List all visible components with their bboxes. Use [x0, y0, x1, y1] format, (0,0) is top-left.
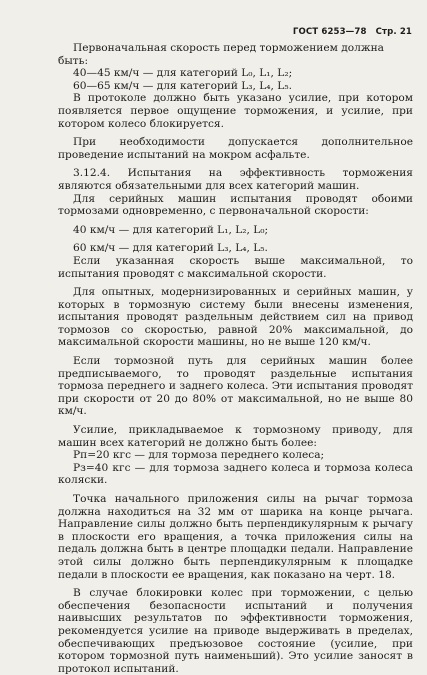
paragraph: 60—65 км/ч — для категорий L₃, L₄, L₅. [73, 79, 292, 92]
document-body [58, 42, 413, 675]
paragraph: При необходимости допускается дополнительное проведение испытаний на мокром асфальте. [58, 136, 413, 161]
paragraph: 60 км/ч — для категорий L₃, L₄, L₅. [73, 242, 268, 255]
paragraph: 40—45 км/ч — для категорий L₀, L₁, L₂; [73, 67, 293, 80]
paragraph: Для опытных, модернизированных и серийных машин, у которых в тормозную систему были внесены изменения, испытания проводят раздельным действием сил на привод тормозов со скоростью, равной 20% максимальной, до максимальной скорости машины, но не выше 120 км/ч. [58, 286, 413, 349]
paragraph: 40 км/ч — для категорий L₁, L₂, L₀; [73, 223, 269, 236]
page-number: Стр. 21 [375, 27, 412, 37]
paragraph: Если указанная скорость выше максимальной, то испытания проводят с максимальной скорости. [58, 254, 413, 280]
paragraph: Точка начального приложения силы на рычаг тормоза должна находиться на 32 мм от шарика на конце рычага. Направление силы должно быть перпендикулярным к рычагу в плоскости его вращения, а точка приложения силы на педаль должна быть в центре площадки педали. Направление этой силы должно быть перпендикулярным к площадке педали в плоскости ее вращения, как показано на черт. 18. [58, 493, 413, 581]
paragraph: Первоначальная скорость перед торможением должна быть: [58, 42, 384, 67]
paragraph: Pп=20 кгс — для тормоза переднего колеса; [73, 449, 325, 462]
page-header [293, 27, 412, 37]
paragraph: Если тормозной путь для серийных машин более предписываемого, то проводят раздельные испытания тормоза переднего и заднего колеса. Эти испытания проводят при скорости от 20 до 80% от максимальной, но не выше 80 км/ч. [58, 355, 413, 418]
paragraph: Pз=40 кгс — для тормоза заднего колеса и тормоза колеса коляски. [58, 461, 413, 487]
paragraph: В случае блокировки колес при торможении, с целью обеспечения безопасности испытаний и получения наивысших результатов по эффективности торможения, рекомендуется усилие на приводе выдерживать в пределах, обеспечивающих предъюзовое состояние (усилие, при котором тормозной путь наименьший). Это усилие заносят в протокол испытаний. [58, 587, 413, 675]
paragraph: Для серийных машин испытания проводят обоими тормозами одновременно, с первоначальной скорости: [58, 192, 413, 218]
paragraph: В протоколе должно быть указано усилие, при котором появляется первое ощущение торможения, и усилие, при котором колесо блокируется. [58, 92, 413, 130]
paragraph: Усилие, прикладываемое к тормозному приводу, для машин всех категорий не должно быть более: [58, 424, 413, 449]
paragraph: 3.12.4. Испытания на эффективность торможения являются обязательными для всех категорий машин. [58, 167, 413, 192]
standard-number: ГОСТ 6253—78 [292, 27, 367, 37]
